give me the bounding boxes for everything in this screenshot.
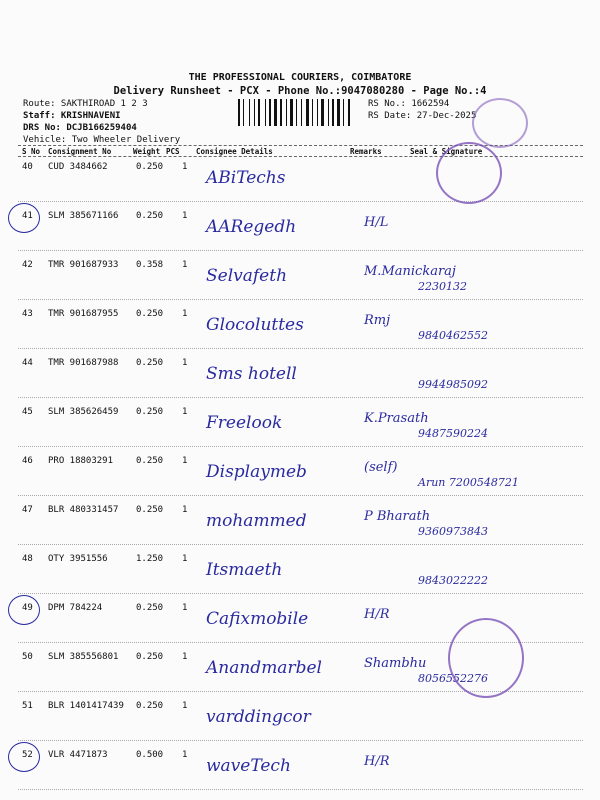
row-sno: 44 <box>22 358 33 368</box>
col-remarks: Remarks <box>350 147 382 156</box>
row-divider <box>18 348 583 349</box>
col-pcs: PCS <box>166 147 180 156</box>
row-signature-handwritten: 2230132 <box>418 280 467 293</box>
rs-date: RS Date: 27-Dec-2025 <box>368 111 477 121</box>
row-consignee-handwritten: Itsmaeth <box>206 560 283 580</box>
row-pcs: 1 <box>182 701 188 711</box>
drs-label: DRS No: DCJB166259404 <box>23 123 137 133</box>
row-divider <box>18 789 583 790</box>
col-consignee: Consignee Details <box>196 147 273 156</box>
row-consignment: TMR 901687988 <box>48 358 119 368</box>
barcode-bar <box>269 99 271 126</box>
row-sno: 40 <box>22 162 33 172</box>
barcode-bar <box>328 99 329 126</box>
barcode-bar <box>265 99 266 126</box>
row-consignee-handwritten: Displaymeb <box>206 462 307 482</box>
row-consignee-handwritten: ABiTechs <box>206 168 286 188</box>
runsheet-title: Delivery Runsheet - PCX - Phone No.:9047080280 - Page No.:4 <box>113 85 487 97</box>
barcode-bar <box>243 99 244 126</box>
row-consignment: CUD 3484662 <box>48 162 108 172</box>
col-weight: Weight <box>133 147 161 156</box>
sno-circle-mark <box>8 203 40 233</box>
row-consignment: BLR 1401417439 <box>48 701 124 711</box>
col-consignment: Consignment No <box>48 147 112 156</box>
row-pcs: 1 <box>182 652 188 662</box>
row-weight: 0.500 <box>136 750 164 760</box>
company-name: THE PROFESSIONAL COURIERS, COIMBATORE <box>188 72 412 83</box>
rs-number: RS No.: 1662594 <box>368 99 450 109</box>
row-consignee-handwritten: mohammed <box>206 511 307 531</box>
row-remark-handwritten: (self) <box>364 460 398 475</box>
barcode-bar <box>254 99 255 126</box>
barcode <box>238 99 364 126</box>
row-weight: 0.250 <box>136 309 164 319</box>
row-pcs: 1 <box>182 750 188 760</box>
row-pcs: 1 <box>182 260 188 270</box>
row-weight: 0.250 <box>136 358 164 368</box>
row-remark-handwritten: M.Manickaraj <box>364 264 456 279</box>
row-sno: 47 <box>22 505 33 515</box>
row-divider <box>18 299 583 300</box>
row-signature-handwritten: 9487590224 <box>418 427 488 440</box>
row-weight: 0.250 <box>136 701 164 711</box>
row-pcs: 1 <box>182 211 188 221</box>
barcode-bar <box>321 99 324 126</box>
row-remark-handwritten: Rmj <box>364 313 391 328</box>
barcode-bar <box>312 99 313 126</box>
row-consignee-handwritten: Anandmarbel <box>206 658 322 678</box>
row-consignment: OTY 3951556 <box>48 554 108 564</box>
row-remark-handwritten: H/R <box>364 754 390 769</box>
sno-circle-mark <box>8 595 40 625</box>
row-divider <box>18 397 583 398</box>
col-seal-signature: Seal & Signature <box>410 147 483 156</box>
col-sno: S No <box>22 147 41 156</box>
row-divider <box>18 740 583 741</box>
row-sno: 51 <box>22 701 33 711</box>
barcode-bar <box>286 99 287 126</box>
row-sno: 49 <box>22 603 33 613</box>
row-pcs: 1 <box>182 554 188 564</box>
barcode-bar <box>290 99 293 126</box>
row-remark-handwritten: H/R <box>364 607 390 622</box>
row-pcs: 1 <box>182 309 188 319</box>
row-weight: 0.250 <box>136 211 164 221</box>
barcode-bar <box>301 99 302 126</box>
row-signature-handwritten: 8056552276 <box>418 672 488 685</box>
barcode-bar <box>337 99 340 126</box>
row-remark-handwritten: P Bharath <box>364 509 431 524</box>
row-divider <box>18 250 583 251</box>
row-divider <box>18 593 583 594</box>
row-consignee-handwritten: Sms hotell <box>206 364 297 384</box>
row-consignment: SLM 385626459 <box>48 407 119 417</box>
row-signature-handwritten: Arun 7200548721 <box>418 476 519 489</box>
row-consignment: VLR 4471873 <box>48 750 108 760</box>
barcode-bar <box>296 99 297 126</box>
barcode-bar <box>332 99 334 126</box>
row-remark-handwritten: Shambhu <box>364 656 427 671</box>
row-weight: 0.250 <box>136 162 164 172</box>
row-signature-handwritten: 9944985092 <box>418 378 488 391</box>
row-signature-handwritten: 9840462552 <box>418 329 488 342</box>
row-consignee-handwritten: Cafixmobile <box>206 609 309 629</box>
row-divider <box>18 446 583 447</box>
row-consignment: PRO 18803291 <box>48 456 114 466</box>
row-pcs: 1 <box>182 358 188 368</box>
barcode-bar <box>238 99 240 126</box>
row-pcs: 1 <box>182 456 188 466</box>
barcode-bar <box>343 99 344 126</box>
row-consignment: DPM 784224 <box>48 603 103 613</box>
row-consignee-handwritten: Glocoluttes <box>206 315 304 335</box>
row-weight: 0.358 <box>136 260 164 270</box>
row-weight: 0.250 <box>136 603 164 613</box>
row-consignee-handwritten: waveTech <box>206 756 291 776</box>
row-consignment: SLM 385671166 <box>48 211 119 221</box>
row-sno: 45 <box>22 407 33 417</box>
row-remark-handwritten: H/L <box>364 215 389 230</box>
row-divider <box>18 495 583 496</box>
row-sno: 46 <box>22 456 33 466</box>
row-consignment: TMR 901687955 <box>48 309 119 319</box>
row-consignment: SLM 385556801 <box>48 652 119 662</box>
row-remark-handwritten: K.Prasath <box>364 411 429 426</box>
row-weight: 0.250 <box>136 407 164 417</box>
row-sno: 48 <box>22 554 33 564</box>
row-consignment: BLR 480331457 <box>48 505 119 515</box>
row-consignment: TMR 901687933 <box>48 260 119 270</box>
seal-stamp-bottom <box>448 618 524 698</box>
seal-stamp-header <box>472 98 528 148</box>
row-weight: 0.250 <box>136 456 164 466</box>
barcode-bar <box>274 99 277 126</box>
barcode-bar <box>258 99 260 126</box>
row-pcs: 1 <box>182 407 188 417</box>
barcode-bar <box>317 99 318 126</box>
barcode-bar <box>306 99 309 126</box>
row-consignee-handwritten: Selvafeth <box>206 266 288 286</box>
barcode-bar <box>280 99 282 126</box>
row-sno: 41 <box>22 211 33 221</box>
route-label: Route: SAKTHIROAD 1 2 3 <box>23 99 148 109</box>
row-pcs: 1 <box>182 162 188 172</box>
barcode-bar <box>348 99 350 126</box>
seal-stamp-top <box>436 142 502 204</box>
row-sno: 52 <box>22 750 33 760</box>
row-weight: 1.250 <box>136 554 164 564</box>
row-divider <box>18 201 583 202</box>
row-pcs: 1 <box>182 603 188 613</box>
row-consignee-handwritten: varddingcor <box>206 707 311 727</box>
row-consignee-handwritten: Freelook <box>206 413 283 433</box>
row-weight: 0.250 <box>136 652 164 662</box>
row-divider <box>18 544 583 545</box>
barcode-bar <box>249 99 250 126</box>
staff-label: Staff: KRISHNAVENI <box>23 111 121 121</box>
row-sno: 43 <box>22 309 33 319</box>
row-signature-handwritten: 9360973843 <box>418 525 488 538</box>
row-pcs: 1 <box>182 505 188 515</box>
row-signature-handwritten: 9843022222 <box>418 574 488 587</box>
header-rule-bottom <box>18 156 583 157</box>
sno-circle-mark <box>8 742 40 772</box>
row-weight: 0.250 <box>136 505 164 515</box>
row-consignee-handwritten: AARegedh <box>206 217 297 237</box>
row-sno: 42 <box>22 260 33 270</box>
row-sno: 50 <box>22 652 33 662</box>
vehicle-label: Vehicle: Two Wheeler Delivery <box>23 135 181 145</box>
